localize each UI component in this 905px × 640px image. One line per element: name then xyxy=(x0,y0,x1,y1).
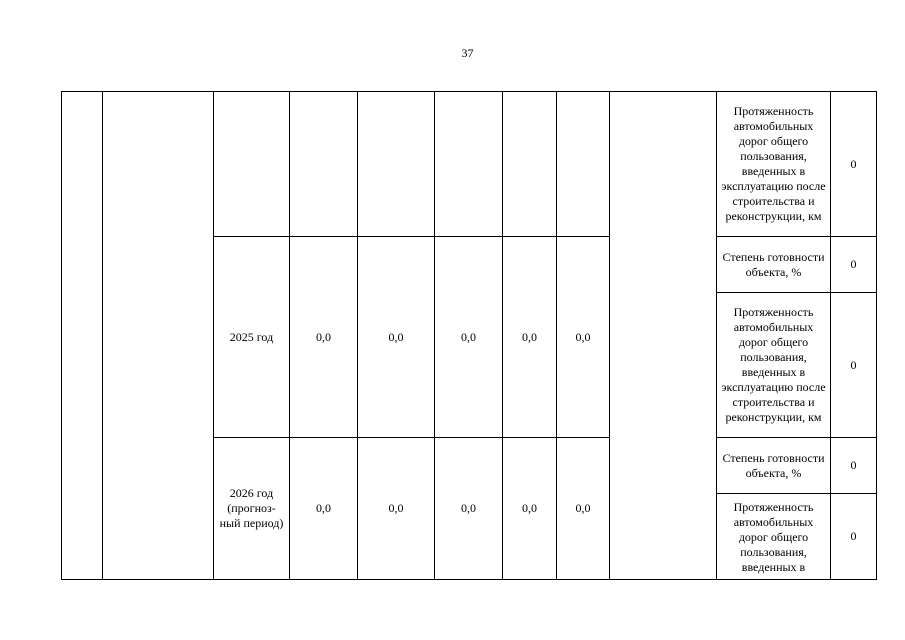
page-number: 37 xyxy=(461,46,474,60)
table-cell-value: 0,0 xyxy=(316,501,331,515)
table-cell-value: 0,0 xyxy=(522,329,537,344)
table-cell-value: 0,0 xyxy=(388,501,404,515)
table-border xyxy=(876,91,877,580)
table-cell-indicator: Степень готовности объекта, % xyxy=(722,450,825,480)
table-cell-year xyxy=(214,92,289,236)
table-cell-value: 0,0 xyxy=(461,501,476,515)
table-border xyxy=(61,579,877,580)
table-cell-year: 2025 год xyxy=(229,329,274,344)
table-cell-indicator-value: 0 xyxy=(850,458,857,472)
table-cell-value: 0,0 xyxy=(575,329,591,344)
table-cell-indicator: Протяженность автомобильных дорог общего пользования, введенных в эксплуатацию после строительства и реконструкции, км xyxy=(721,104,826,223)
table-cell-value: 0,0 xyxy=(316,329,331,344)
table-border xyxy=(609,91,610,580)
table-cell-indicator-value: 0 xyxy=(850,156,857,171)
table-border xyxy=(61,91,62,580)
table-cell-indicator-value: 0 xyxy=(850,357,857,372)
table-cell-indicator: Степень готовности объекта, % xyxy=(722,249,825,279)
table-cell-indicator-value: 0 xyxy=(850,257,857,271)
table-cell-indicator: Протяженность автомобильных дорог общего пользования, введенных в эксплуатацию после строительства и реконструкции, км xyxy=(721,305,826,424)
table-cell-indicator-value: 0 xyxy=(850,529,857,543)
table-cell-value: 0,0 xyxy=(461,329,476,344)
table-cell-value: 0,0 xyxy=(522,501,537,515)
table-cell-year: 2026 год (прогноз- ный период) xyxy=(219,486,284,530)
table-border xyxy=(102,91,103,580)
table-cell-value: 0,0 xyxy=(575,501,591,515)
table-cell-indicator: Протяженность автомобильных дорог общего пользования, введенных в xyxy=(733,500,814,574)
table-cell-value: 0,0 xyxy=(388,329,404,344)
